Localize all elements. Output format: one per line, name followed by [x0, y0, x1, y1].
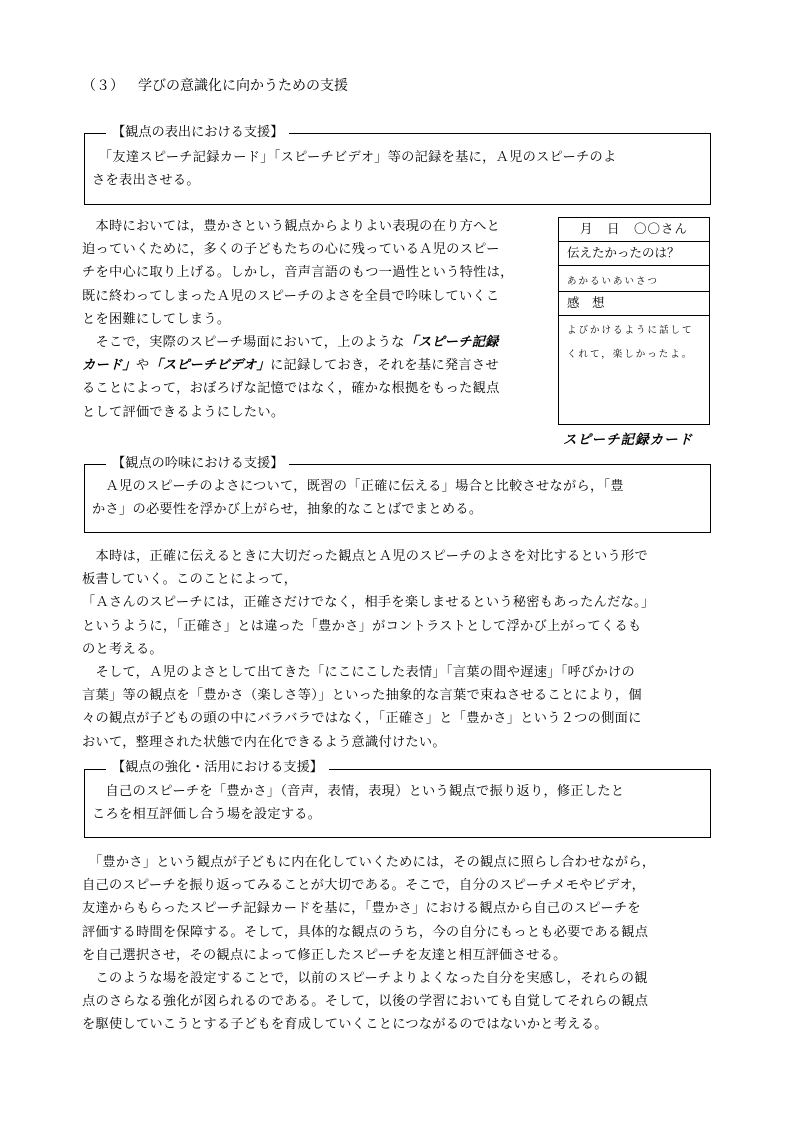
paragraph-records — [82, 331, 552, 424]
section-title: 学びの意識化に向かうための支援 — [138, 78, 348, 94]
text-line: 本時は，正確に伝えるときに大切だった観点とＡ児のスピーチのよさを対比するという形で — [82, 549, 648, 564]
box-line: 自己のスピーチを「豊かさ」（音声，表情，表現）という観点で振り返り，修正したと — [92, 784, 625, 799]
text-line: 迫っていくために，多くの子どもたちの心に残っているＡ児のスピー — [82, 242, 500, 258]
section-heading — [82, 76, 348, 96]
support-box-expression-body — [92, 146, 704, 192]
section-number: （３） — [82, 78, 124, 94]
support-box-examination-body — [92, 475, 704, 521]
card-header: 月 日 〇〇さん — [559, 218, 709, 242]
text-line — [82, 354, 552, 377]
text-line: このような場を設定することで，以前のスピーチよりよくなった自分を実感し，それらの観 — [82, 971, 648, 987]
text-line: そして，Ａ児のよさとして出てきた「にこにこした表情」「言葉の間や遅速」「呼びかけの — [82, 665, 636, 681]
support-box-expression-title: 【観点の表出における支援】 — [106, 124, 289, 142]
text-line: ることによって，おぼろげな記憶ではなく，確かな根拠をもった観点 — [82, 381, 500, 397]
text-line: 言葉」等の観点を「豊かさ（楽しさ等）」といった抽象的な言葉で束ねさせることにより，個 — [82, 688, 642, 704]
text-line: のと考える。 — [82, 641, 163, 657]
card-answer-handwriting: あかるいあいさつ — [567, 276, 660, 287]
support-box-reinforcement-body — [92, 780, 704, 826]
text-line: とを困難にしてしまう。 — [82, 311, 231, 327]
card-question-label: 伝えたかったのは？ — [559, 242, 709, 266]
text-span: に記録しておき，それを基に発言させ — [270, 358, 499, 374]
support-box-reinforcement-title: 【観点の強化・活用における支援】 — [106, 759, 329, 777]
text-line: 評価する時間を保障する。そして，具体的な観点のうち，今の自分にもっとも必要である観点 — [82, 924, 649, 940]
text-span: や — [135, 358, 150, 374]
support-box-examination-title: 【観点の吟味における支援】 — [106, 455, 289, 473]
text-line: 「豊かさ」という観点が子どもに内在化していくためには，その観点に照らし合わせながら， — [82, 855, 656, 870]
card-impression-handwriting-2: くれて，楽しかったよ。 — [567, 349, 694, 360]
box-line: 「友達スピーチ記録カード」「スピーチビデオ」等の記録を基に，Ａ児のスピーチのよ — [92, 150, 617, 165]
keyword-record-card-end: カード」 — [82, 358, 136, 374]
text-line: 点のさらなる強化が図られるのである。そして，以後の学習においても自覚してそれらの観点 — [82, 994, 649, 1010]
text-line: 「Ａさんのスピーチには，正確さだけでなく，相手を楽しませるという秘密もあったんだな。」 — [82, 595, 655, 611]
card-impression-label: 感 想 — [559, 292, 709, 316]
paragraph-intro — [82, 215, 552, 331]
text-line: を自己選択させ，その観点によって修正したスピーチを友達と相互評価させる。 — [82, 947, 567, 963]
text-line: 板書していく。このことによって， — [82, 572, 298, 588]
text-line: チを中心に取り上げる。しかし，音声言語のもつ一過性という特性は， — [82, 265, 514, 281]
box-line: かさ」の必要性を浮かび上がらせ，抽象的なことばでまとめる。 — [92, 502, 483, 518]
text-line: おいて，整理された状態で内在化できるよう意識付けたい。 — [82, 734, 446, 750]
text-line: 本時においては，豊かさという観点からよりよい表現の在り方へと — [82, 219, 501, 234]
text-line — [82, 331, 552, 354]
card-caption: スピーチ記録カード — [563, 432, 693, 448]
text-line: として評価できるようにしたい。 — [82, 404, 285, 420]
card-impression-handwriting-1: よびかけるように話して — [567, 325, 694, 336]
text-line: を駆使していこうとする子どもを育成していくことにつながるのではないかと考える。 — [82, 1017, 608, 1033]
text-line: 友達からもらったスピーチ記録カードを基に，「豊かさ」における観点から自己のスピーチを — [82, 901, 641, 917]
text-line: 自己のスピーチを振り返ってみることが大切である。そこで，自分のスピーチメモやビデオ， — [82, 878, 646, 894]
box-line: さを表出させる。 — [92, 173, 200, 189]
box-line: Ａ児のスピーチのよさについて，既習の「正確に伝える」場合と比較させながら，「豊 — [92, 479, 624, 494]
speech-record-card — [558, 217, 710, 425]
text-line: 々の観点が子どもの頭の中にバラバラではなく，「正確さ」と「豊かさ」という２つの側面に — [82, 711, 642, 727]
box-line: ころを相互評価し合う場を設定する。 — [92, 807, 322, 823]
text-line: というように，「正確さ」とは違った「豊かさ」がコントラストとして浮かび上がってくるも — [82, 618, 642, 634]
keyword-record-card: 「スピーチ記録 — [404, 335, 499, 350]
keyword-speech-video: 「スピーチビデオ」 — [149, 358, 271, 374]
text-span: そこで，実際のスピーチ場面において，上のような — [82, 335, 405, 350]
text-line: 既に終わってしまったＡ児のスピーチのよさを全員で吟味していくこ — [82, 288, 500, 304]
paragraph-conclusion — [82, 851, 722, 1037]
paragraph-board — [82, 545, 722, 754]
